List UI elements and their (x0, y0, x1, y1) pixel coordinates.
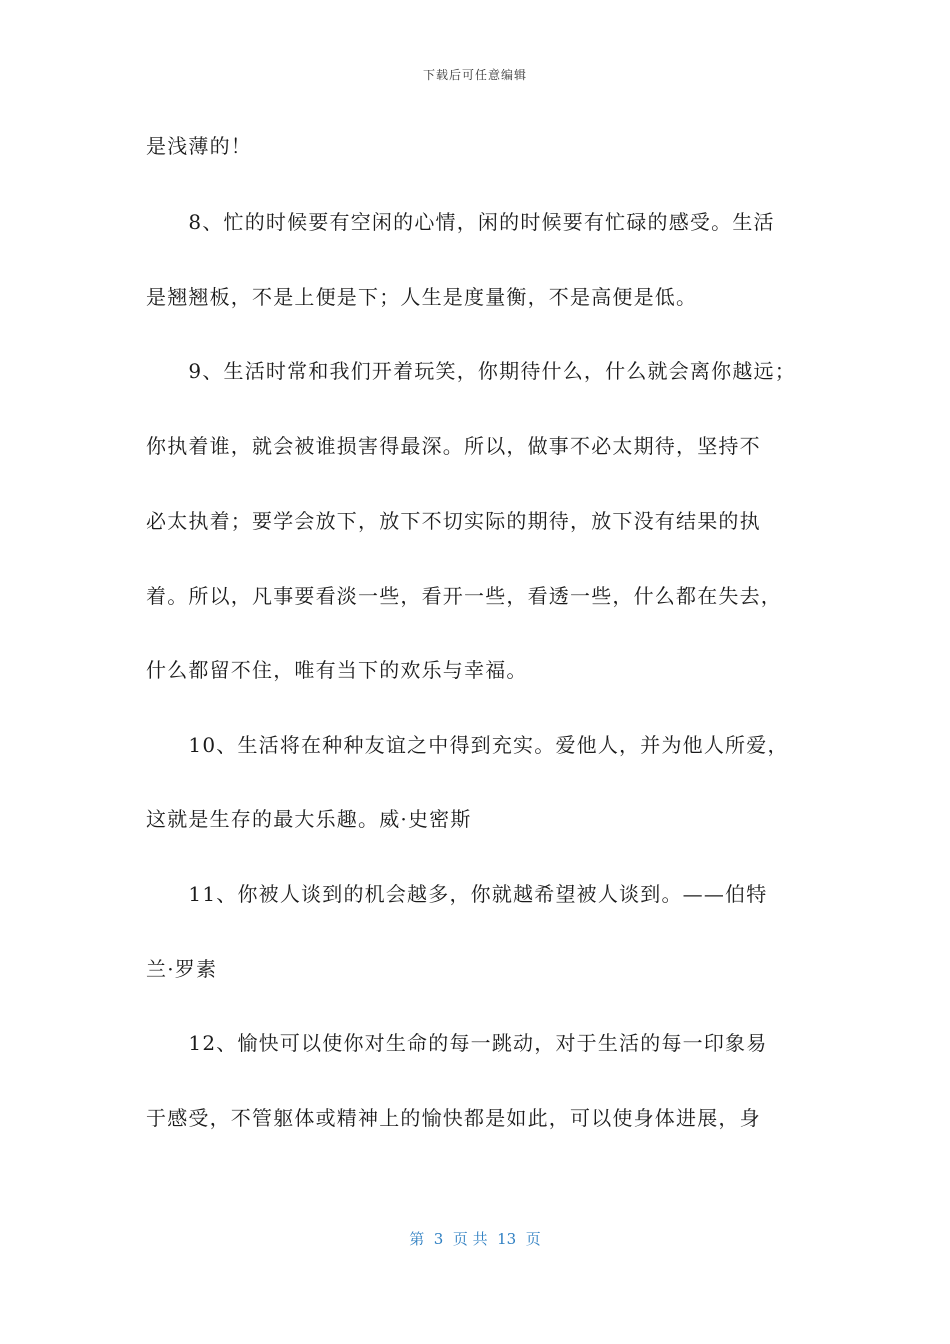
text-line: 9、生活时常和我们开着玩笑，你期待什么，什么就会离你越远； (146, 359, 796, 383)
text-line: 什么都留不住，唯有当下的欢乐与幸福。 (146, 658, 528, 682)
text-line: 你执着谁，就会被谁损害得最深。所以，做事不必太期待，坚持不 (146, 434, 761, 458)
header-note: 下载后可任意编辑 (422, 68, 527, 82)
text-line: 11、你被人谈到的机会越多，你就越希望被人谈到。——伯特 (146, 882, 768, 906)
text-line: 兰·罗素 (146, 957, 218, 981)
text-line: 12、愉快可以使你对生命的每一跳动，对于生活的每一印象易 (146, 1031, 768, 1055)
text-line: 是浅薄的！ (146, 134, 252, 158)
text-line: 着。所以，凡事要看淡一些，看开一些，看透一些，什么都在失去， (146, 584, 782, 608)
text-line: 于感受，不管躯体或精神上的愉快都是如此，可以使身体进展，身 (146, 1106, 761, 1130)
text-line: 必太执着；要学会放下，放下不切实际的期待，放下没有结果的执 (146, 509, 761, 533)
page-number-footer: 第 3 页 共 13 页 (409, 1230, 541, 1248)
text-line: 10、生活将在种种友谊之中得到充实。爱他人，并为他人所爱， (146, 733, 789, 757)
text-line: 8、忙的时候要有空闲的心情，闲的时候要有忙碌的感受。生活 (146, 210, 775, 234)
text-line: 这就是生存的最大乐趣。威·史密斯 (146, 807, 472, 831)
text-line: 是翘翘板，不是上便是下；人生是度量衡，不是高便是低。 (146, 285, 698, 309)
